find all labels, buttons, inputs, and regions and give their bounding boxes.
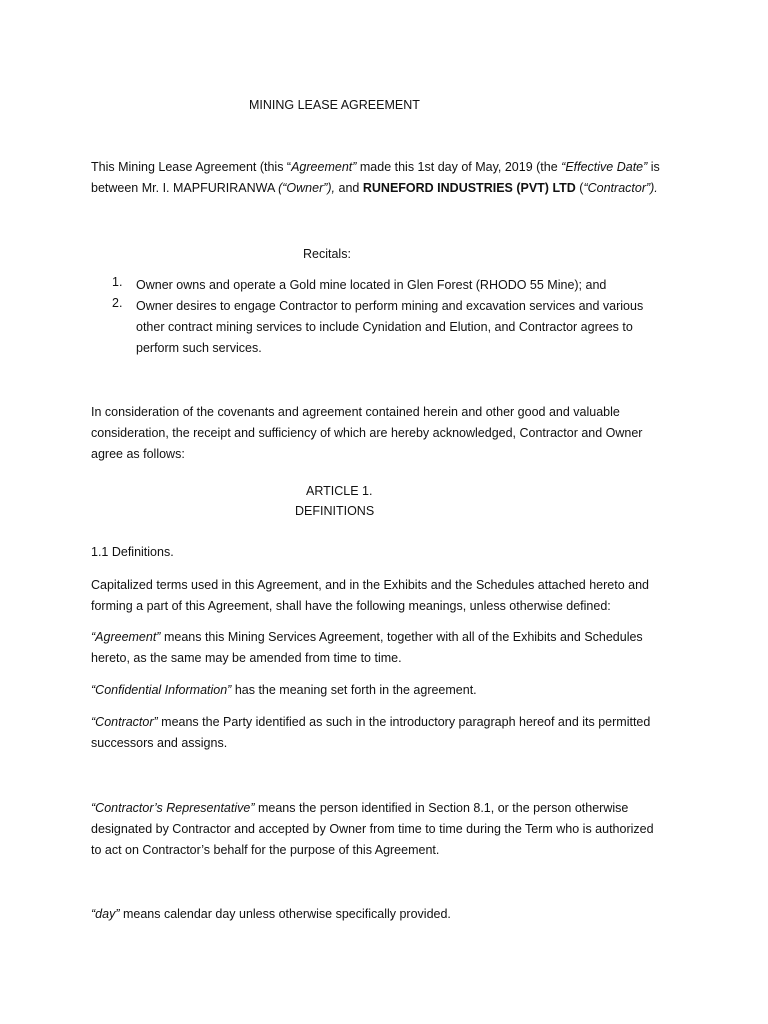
definition-line: [91, 904, 451, 925]
definition-term: “day”: [91, 907, 120, 921]
definition-line: [91, 798, 654, 819]
recital-number: 1.: [112, 275, 123, 289]
consideration-line: consideration, the receipt and sufficiency of which are hereby acknowledged, Contractor and Owner: [91, 426, 643, 440]
intro-line-1: [91, 157, 660, 178]
definition-line: [91, 627, 643, 648]
definition-text: means calendar day unless otherwise specifically provided.: [119, 907, 451, 921]
intro-text-1: This Mining Lease Agreement (this “: [91, 160, 292, 174]
intro-paragraph: [91, 157, 660, 199]
intro-text-5: and: [335, 181, 363, 195]
definition-term: “Confidential Information”: [91, 683, 232, 697]
definition-line: [91, 712, 650, 733]
recital-line: Owner owns and operate a Gold mine located in Glen Forest (RHODO 55 Mine); and: [136, 278, 607, 292]
definition-term: “Contractor”: [91, 715, 158, 729]
document-title: MINING LEASE AGREEMENT: [249, 98, 420, 112]
intro-text-6: (: [575, 181, 584, 195]
agreement-term: Agreement”: [291, 160, 357, 174]
contractor-name: RUNEFORD INDUSTRIES (PVT) LTD: [362, 181, 576, 195]
definition-line: to act on Contractor’s behalf for the purpose of this Agreement.: [91, 843, 440, 857]
recitals-heading: Recitals:: [303, 247, 351, 261]
consideration-line: In consideration of the covenants and agreement contained herein and other good and valuable: [91, 405, 620, 419]
intro-text-2: made this 1st day of May, 2019 (the: [356, 160, 562, 174]
recital-number: 2.: [112, 296, 123, 310]
section-intro: [91, 575, 649, 617]
contractor-term: “Contractor”).: [583, 181, 658, 195]
definition-line: hereto, as the same may be amended from time to time.: [91, 651, 402, 665]
section-heading: 1.1 Definitions.: [91, 545, 174, 559]
definition-text: means the person identified in Section 8.1, or the person otherwise: [254, 801, 629, 815]
recital-line: Owner desires to engage Contractor to perform mining and excavation services and various: [136, 299, 644, 313]
definition-confidential: [91, 680, 477, 701]
definition-text: means this Mining Services Agreement, together with all of the Exhibits and Schedules: [160, 630, 643, 644]
intro-line-2: [91, 178, 660, 199]
owner-term: (“Owner”),: [278, 181, 336, 195]
definition-line: [91, 680, 477, 701]
definition-text: means the Party identified as such in the introductory paragraph hereof and its permitted: [157, 715, 651, 729]
recital-item: [91, 275, 711, 296]
definition-contractor: [91, 712, 650, 754]
definition-term: “Contractor’s Representative”: [91, 801, 255, 815]
section-intro-line: forming a part of this Agreement, shall have the following meanings, unless otherwise defined:: [91, 599, 611, 613]
article-number: ARTICLE 1.: [306, 484, 373, 498]
consideration-paragraph: [91, 402, 642, 465]
definition-term: “Agreement”: [91, 630, 161, 644]
section-intro-line: Capitalized terms used in this Agreement, and in the Exhibits and the Schedules attached hereto and: [91, 578, 649, 592]
consideration-line: agree as follows:: [91, 447, 185, 461]
definition-day: [91, 904, 451, 925]
recital-item: [91, 296, 711, 359]
definition-line: successors and assigns.: [91, 736, 228, 750]
definition-text: has the meaning set forth in the agreement.: [231, 683, 477, 697]
intro-text-4: between Mr. I. MAPFURIRANWA: [91, 181, 279, 195]
effective-date-term: “Effective Date”: [561, 160, 648, 174]
article-name: DEFINITIONS: [295, 504, 375, 518]
recital-line: perform such services.: [136, 341, 262, 355]
recitals-list: [91, 275, 711, 359]
definition-representative: [91, 798, 654, 861]
definition-line: designated by Contractor and accepted by Owner from time to time during the Term who is authorized: [91, 822, 654, 836]
intro-text-3: is: [647, 160, 660, 174]
recital-line: other contract mining services to include Cynidation and Elution, and Contractor agrees to: [136, 320, 633, 334]
definition-agreement: [91, 627, 643, 669]
